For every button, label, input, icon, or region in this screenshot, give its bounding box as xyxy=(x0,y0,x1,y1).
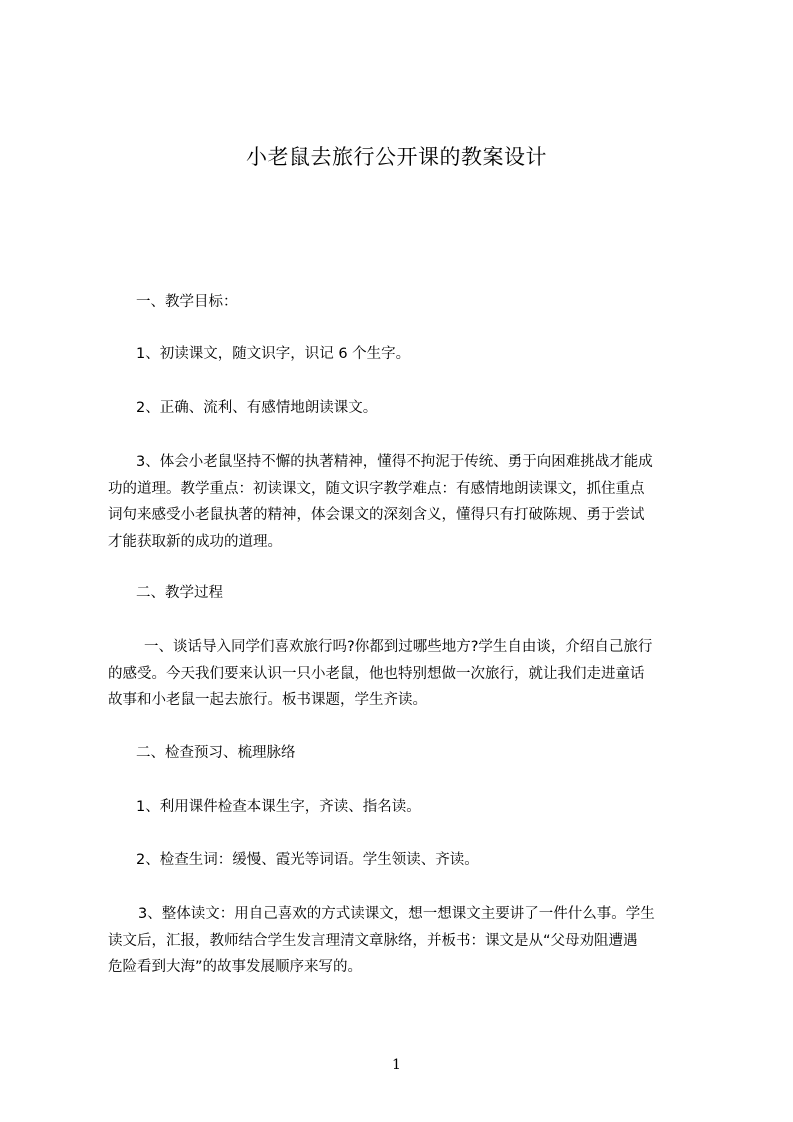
paragraph-preview-3 xyxy=(108,901,708,981)
text-line: 一、教学目标： xyxy=(136,294,238,310)
section-heading-process xyxy=(136,580,736,607)
text-line: 3、整体读文：用自己喜欢的方式读课文，想一想课文主要讲了一件什么事。学生 xyxy=(138,906,655,922)
text-line: 1、利用课件检查本课生字，齐读、指名读。 xyxy=(136,799,421,815)
paragraph-objective-2 xyxy=(136,395,736,422)
text-line: 词句来感受小老鼠执著的精神，体会课文的深刻含义，懂得只有打破陈规、勇于尝试 xyxy=(108,507,645,523)
text-line: 3、体会小老鼠坚持不懈的执著精神，懂得不拘泥于传统、勇于向困难挑战才能成 xyxy=(136,454,653,470)
text-line: 2、正确、流利、有感情地朗读课文。 xyxy=(136,400,378,416)
text-line: 的感受。今天我们要来认识一只小老鼠，他也特别想做一次旅行，就让我们走进童话 xyxy=(108,665,645,682)
text-line: 才能获取新的成功的道理。 xyxy=(108,533,282,550)
text-line: 二、检查预习、梳理脉络 xyxy=(136,745,296,761)
document-title: 小老鼠去旅行公开课的教案设计 xyxy=(246,145,547,169)
section-heading-preview xyxy=(136,740,736,767)
section-heading-objectives xyxy=(136,289,736,316)
text-line: 1、初读课文，随文识字，识记 6 个生字。 xyxy=(136,346,411,362)
paragraph-introduction xyxy=(108,634,708,714)
paragraph-preview-2 xyxy=(136,847,736,874)
text-line: 功的道理。教学重点：初读课文，随文识字教学难点：有感情地朗读课文，抓住重点 xyxy=(108,480,645,497)
paragraph-objective-3 xyxy=(108,449,708,555)
text-line: 危险看到大海”的故事发展顺序来写的。 xyxy=(108,959,363,975)
page-number: 1 xyxy=(392,1057,401,1073)
text-line: 二、教学过程 xyxy=(136,585,223,601)
text-line: 一、谈话导入同学们喜欢旅行吗?你都到过哪些地方?学生自由谈，介绍自己旅行 xyxy=(144,639,653,655)
paragraph-preview-1 xyxy=(136,794,736,821)
text-line: 读文后，汇报，教师结合学生发言理清文章脉络，并板书：课文是从“父母劝阻遭遇 xyxy=(108,932,638,949)
text-line: 2、检查生词：缓慢、霞光等词语。学生领读、齐读。 xyxy=(136,852,479,868)
paragraph-objective-1 xyxy=(136,341,736,368)
text-line: 故事和小老鼠一起去旅行。板书课题，学生齐读。 xyxy=(108,692,427,708)
